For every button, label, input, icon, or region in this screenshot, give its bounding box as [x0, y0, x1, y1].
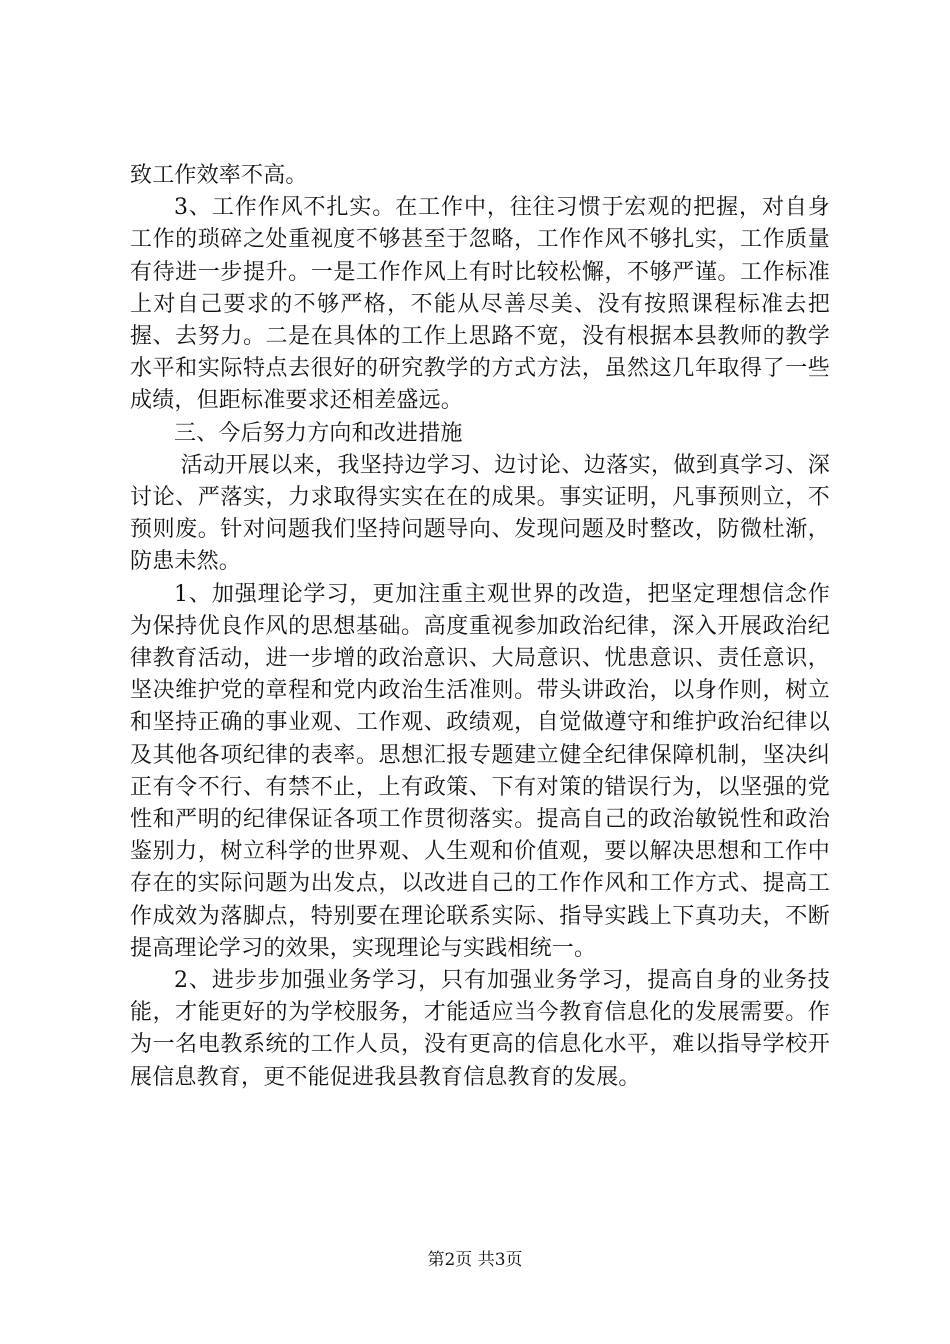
paragraph-continuation: 致工作效率不高。 [130, 163, 308, 188]
paragraph-activity: 活动开展以来，我坚持边学习、边讨论、边落实，做到真学习、深讨论、严落实，力求取得实实在在的成果。事实证明，凡事预则立，不预则废。针对问题我们坚持问题导向、发现问题及时整改，防微杜渐，防患未然。 [130, 452, 830, 575]
section-heading-improvement: 三、今后努力方向和改进措施 [174, 420, 463, 446]
paragraph-business-study: 2、进步步加强业务学习，只有加强业务学习，提高自身的业务技能，才能更好的为学校服务，才能适应当今教育信息化的发展需要。作为一名电教系统的工作人员，没有更高的信息化水平，难以指导学校开展信息教育，更不能促进我县教育信息教育的发展。 [130, 968, 830, 1090]
document-body [130, 160, 830, 1094]
page-number-footer: 第2页 共3页 [427, 1250, 523, 1270]
paragraph-work-style: 3、工作作风不扎实。在工作中，往往习惯于宏观的把握，对自身工作的琐碎之处重视度不够甚至于忽略，工作作风不够扎实，工作质量有待进一步提升。一是工作作风上有时比较松懈，不够严谨。工作标准上对自己要求的不够严格，不能从尽善尽美、没有按照课程标准去把握、去努力。二是在具体的工作上思路不宽，没有根据本县教师的教学水平和实际特点去很好的研究教学的方式方法，虽然这几年取得了一些成绩，但距标准要求还相差盛远。 [130, 195, 830, 414]
paragraph-theory-study: 1、加强理论学习，更加注重主观世界的改造，把坚定理想信念作为保持优良作风的思想基础。高度重视参加政治纪律，深入开展政治纪律教育活动，进一步增的政治意识、大局意识、忧患意识、责任意识，坚决维护党的章程和党内政治生活准则。带头讲政治，以身作则，树立和坚持正确的事业观、工作观、政绩观，自觉做遵守和维护政治纪律以及其他各项纪律的表率。思想汇报专题建立健全纪律保障机制，坚决纠正有令不行、有禁不止，上有政策、下有对策的错误行为，以坚强的党性和严明的纪律保证各项工作贯彻落实。提高自己的政治敏锐性和政治鉴别力，树立科学的世界观、人生观和价值观，要以解决思想和工作中存在的实际问题为出发点，以改进自己的工作作风和工作方式、提高工作成效为落脚点，特别要在理论联系实际、指导实践上下真功夫，不断提高理论学习的效果，实现理论与实践相统一。 [130, 581, 830, 961]
